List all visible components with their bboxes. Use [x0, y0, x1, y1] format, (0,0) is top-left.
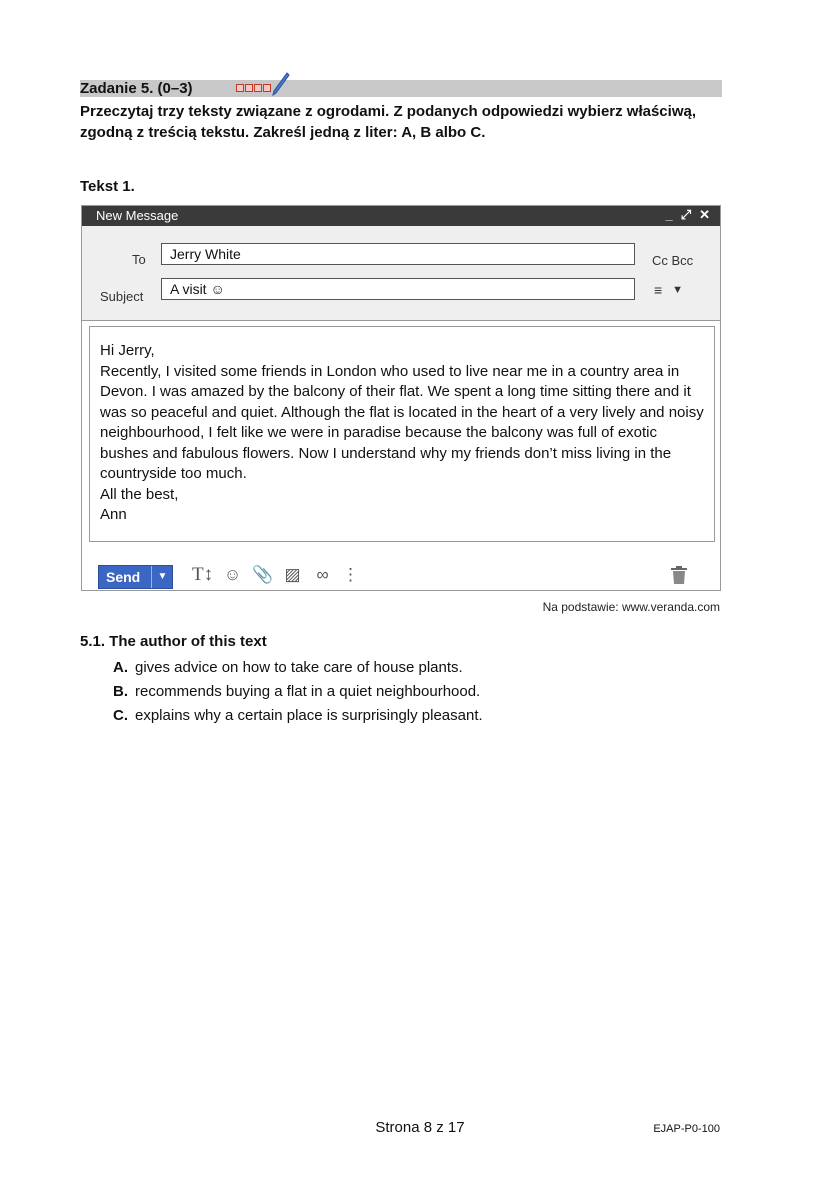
exam-code: EJAP-P0-100	[653, 1123, 720, 1135]
source-note: Na podstawie: www.veranda.com	[542, 600, 720, 614]
option-b[interactable]: B. recommends buying a flat in a quiet neighbourhood.	[113, 683, 481, 700]
answer-options	[113, 656, 483, 728]
page-number: Strona 8 z 17	[375, 1119, 465, 1136]
task-instruction: Przeczytaj trzy teksty związane z ogrodami. Z podanych odpowiedzi wybierz właściwą, zgodną z treścią tekstu. Zakreśl jedną z liter: A, B albo C.	[80, 103, 696, 141]
link-icon[interactable]: ∞	[316, 565, 329, 584]
close-icon[interactable]: ✕	[699, 207, 710, 222]
send-button[interactable]	[98, 565, 173, 589]
to-label: To	[132, 252, 146, 267]
send-options-icon[interactable]: ▼	[151, 566, 173, 588]
minimize-icon[interactable]: _	[665, 207, 673, 222]
message-body[interactable]	[89, 326, 715, 542]
cc-bcc-link[interactable]: Cc Bcc	[652, 253, 694, 268]
more-icon[interactable]: ⋮	[342, 565, 359, 584]
message-body-area	[82, 320, 720, 548]
pen-icon	[270, 72, 290, 96]
smiley-icon: ☺	[210, 281, 225, 297]
compose-toolbar	[82, 547, 720, 590]
score-boxes	[236, 84, 271, 92]
subject-label: Subject	[100, 289, 144, 304]
formatting-tools	[192, 564, 359, 586]
greeting: Hi Jerry,	[100, 342, 155, 359]
option-c[interactable]: C. explains why a certain place is surprisingly pleasant.	[113, 707, 483, 724]
closing: All the best,	[100, 485, 179, 503]
email-window	[81, 205, 721, 591]
menu-icon[interactable]: ≡	[654, 282, 663, 298]
attach-icon[interactable]: 📎	[252, 565, 274, 584]
subject-field[interactable]	[161, 278, 635, 300]
expand-icon[interactable]: ⤢	[680, 207, 692, 222]
emoji-icon[interactable]: ☺	[223, 565, 242, 584]
text-label: Tekst 1.	[80, 178, 135, 195]
subject-value: A visit	[170, 281, 207, 297]
task-title: Zadanie 5. (0–3)	[80, 80, 193, 97]
send-label: Send	[106, 569, 141, 585]
email-titlebar	[82, 206, 720, 226]
email-window-title: New Message	[96, 208, 179, 223]
question-title: 5.1. The author of this text	[80, 633, 267, 650]
text-format-icon[interactable]: T↕	[192, 564, 214, 585]
signature: Ann	[100, 506, 127, 523]
dropdown-arrow-icon[interactable]: ▼	[672, 284, 684, 296]
option-a[interactable]: A. gives advice on how to take care of house plants.	[113, 659, 463, 676]
window-controls	[665, 207, 710, 223]
image-icon[interactable]: ▨	[284, 565, 301, 584]
trash-icon[interactable]	[670, 565, 688, 585]
subject-options	[654, 282, 683, 298]
body-paragraph: Recently, I visited some friends in London who used to live near me in a country area in Devon. I was amazed by the balcony of their flat. We spent a long time sitting there and it was so peaceful and quiet. Although the flat is located in the heart of a very lively and noisy neighbourhood, I felt like we were in paradise because the balcony was full of exotic bushes and fabulous flowers. Now I understand why my friends don’t miss living in the countryside too much.	[100, 362, 704, 482]
to-field[interactable]: Jerry White	[161, 243, 635, 265]
